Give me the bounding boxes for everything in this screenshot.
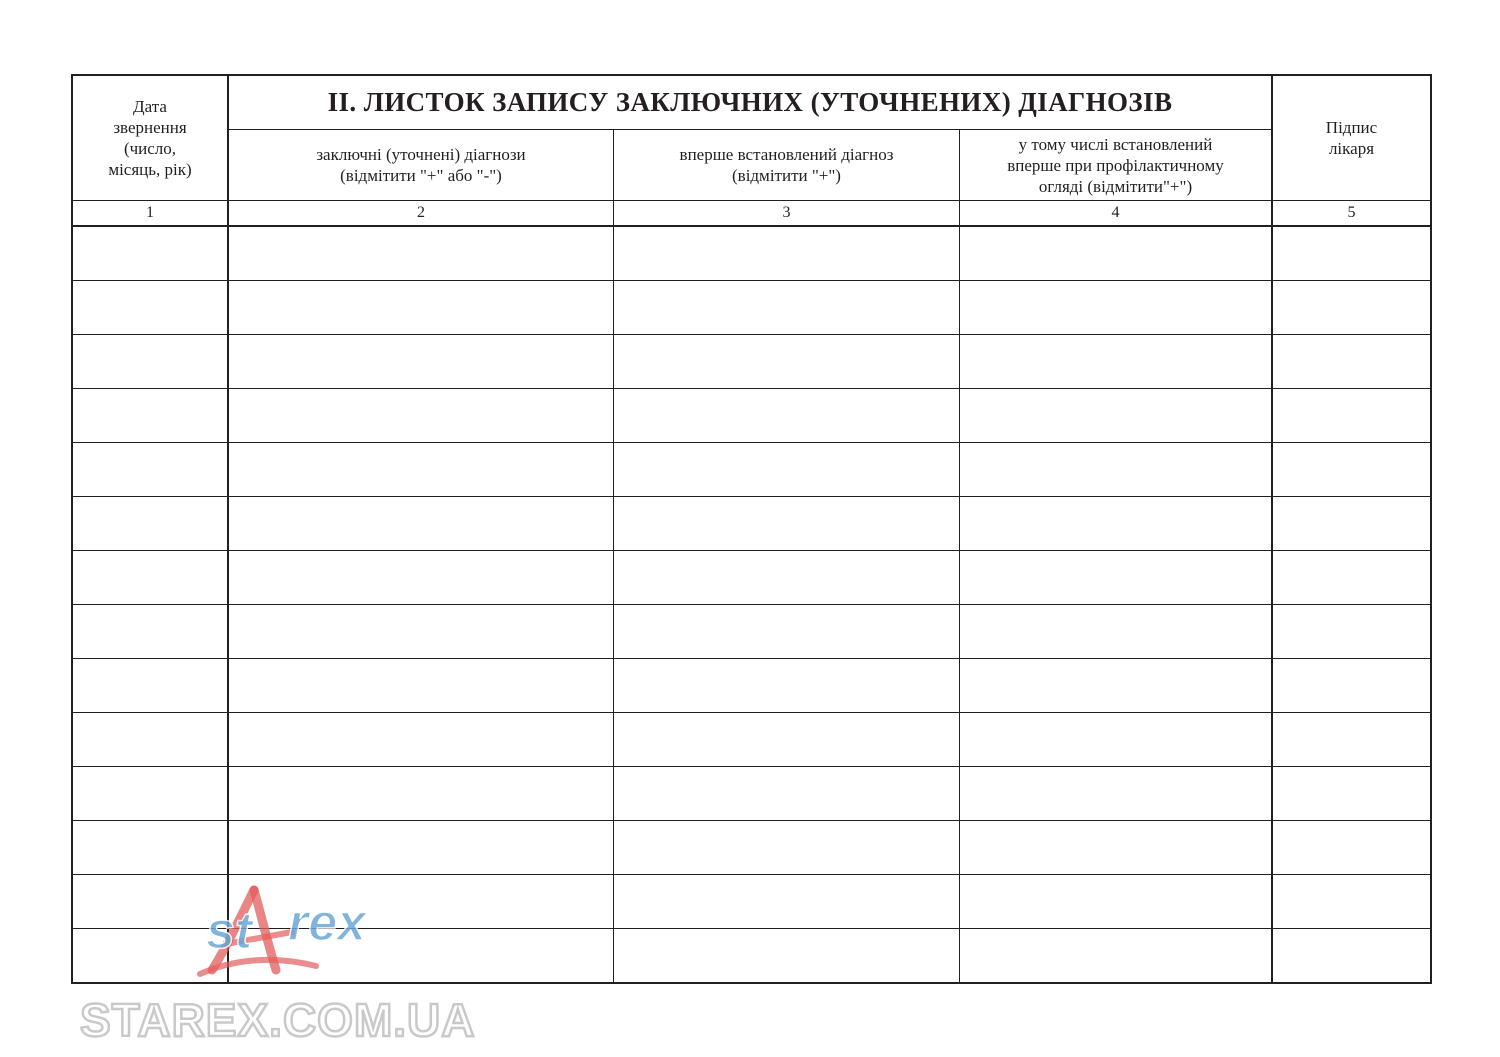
entry-cell[interactable]	[614, 497, 959, 551]
header-doctor-signature: Підпис лікаря	[1325, 118, 1378, 158]
table-row	[73, 335, 1430, 389]
entry-cell[interactable]	[229, 443, 613, 497]
entry-cell[interactable]	[73, 227, 227, 281]
entry-cell[interactable]	[73, 767, 227, 821]
entry-cell[interactable]	[1273, 497, 1430, 551]
entry-cell[interactable]	[614, 713, 959, 767]
entry-cell[interactable]	[73, 443, 227, 497]
column-number: 5	[1347, 204, 1356, 221]
entry-cell[interactable]	[614, 767, 959, 821]
entry-cell[interactable]	[960, 821, 1271, 875]
table-row	[73, 389, 1430, 443]
entry-cell[interactable]	[73, 551, 227, 605]
entry-cell[interactable]	[1273, 443, 1430, 497]
table-row	[73, 821, 1430, 875]
entry-cell[interactable]	[229, 767, 613, 821]
svg-text:st: st	[206, 902, 253, 960]
header-preventive-exam: у тому числі встановлений вперше при профілактичному огляді (відмітити"+")	[1007, 134, 1224, 196]
table-row	[73, 551, 1430, 605]
form-title: II. ЛИСТОК ЗАПИСУ ЗАКЛЮЧНИХ (УТОЧНЕНИХ) ДІАГНОЗІВ	[327, 87, 1173, 117]
entry-cell[interactable]	[960, 929, 1271, 983]
entry-cell[interactable]	[960, 389, 1271, 443]
entry-cell[interactable]	[614, 929, 959, 983]
entry-cell[interactable]	[614, 605, 959, 659]
entry-cell[interactable]	[960, 875, 1271, 929]
header-date: Дата звернення (число, місяць, рік)	[108, 97, 192, 179]
entry-cell[interactable]	[614, 821, 959, 875]
form-body	[73, 227, 1430, 982]
table-row	[73, 713, 1430, 767]
entry-cell[interactable]	[229, 335, 613, 389]
entry-cell[interactable]	[1273, 875, 1430, 929]
entry-cell[interactable]	[229, 821, 613, 875]
entry-cell[interactable]	[229, 605, 613, 659]
entry-cell[interactable]	[614, 227, 959, 281]
entry-cell[interactable]	[614, 551, 959, 605]
entry-cell[interactable]	[73, 497, 227, 551]
entry-cell[interactable]	[229, 713, 613, 767]
entry-cell[interactable]	[73, 821, 227, 875]
entry-cell[interactable]	[1273, 389, 1430, 443]
entry-cell[interactable]	[960, 713, 1271, 767]
entry-cell[interactable]	[960, 335, 1271, 389]
entry-cell[interactable]	[229, 227, 613, 281]
entry-cell[interactable]	[614, 875, 959, 929]
table-row	[73, 767, 1430, 821]
column-number: 2	[417, 204, 425, 221]
entry-cell[interactable]	[614, 659, 959, 713]
entry-cell[interactable]	[229, 659, 613, 713]
entry-cell[interactable]	[1273, 605, 1430, 659]
entry-cell[interactable]	[614, 443, 959, 497]
table-row	[73, 227, 1430, 281]
entry-cell[interactable]	[73, 605, 227, 659]
entry-cell[interactable]	[229, 389, 613, 443]
entry-cell[interactable]	[960, 443, 1271, 497]
entry-cell[interactable]	[1273, 713, 1430, 767]
entry-cell[interactable]	[1273, 227, 1430, 281]
entry-cell[interactable]	[73, 713, 227, 767]
starex-site-watermark: STAREX.COM.UA	[80, 994, 476, 1046]
entry-cell[interactable]	[614, 335, 959, 389]
header-final-diagnoses: заключні (уточнені) діагнози (відмітити "+" або "-")	[316, 145, 526, 185]
entry-cell[interactable]	[960, 551, 1271, 605]
entry-cell[interactable]	[229, 551, 613, 605]
table-row	[73, 497, 1430, 551]
column-number: 1	[146, 204, 154, 221]
diagnosis-record-form	[71, 74, 1432, 984]
entry-cell[interactable]	[1273, 929, 1430, 983]
entry-cell[interactable]	[960, 227, 1271, 281]
entry-cell[interactable]	[73, 389, 227, 443]
entry-cell[interactable]	[614, 389, 959, 443]
entry-cell[interactable]	[960, 767, 1271, 821]
table-row	[73, 443, 1430, 497]
entry-cell[interactable]	[73, 281, 227, 335]
entry-cell[interactable]	[73, 335, 227, 389]
column-number: 3	[782, 204, 791, 221]
entry-cell[interactable]	[960, 605, 1271, 659]
table-row	[73, 605, 1430, 659]
entry-cell[interactable]	[960, 281, 1271, 335]
entry-cell[interactable]	[614, 281, 959, 335]
entry-cell[interactable]	[1273, 767, 1430, 821]
starex-logo	[196, 878, 406, 988]
entry-cell[interactable]	[1273, 551, 1430, 605]
entry-cell[interactable]	[1273, 821, 1430, 875]
entry-cell[interactable]	[960, 659, 1271, 713]
entry-cell[interactable]	[1273, 335, 1430, 389]
table-row	[73, 281, 1430, 335]
entry-cell[interactable]	[1273, 659, 1430, 713]
entry-cell[interactable]	[229, 497, 613, 551]
table-row	[73, 659, 1430, 713]
entry-cell[interactable]	[1273, 281, 1430, 335]
header-first-diagnosis: вперше встановлений діагноз (відмітити "+")	[679, 145, 894, 185]
svg-text:rex: rex	[288, 894, 367, 952]
entry-cell[interactable]	[73, 659, 227, 713]
entry-cell[interactable]	[960, 497, 1271, 551]
column-number: 4	[1111, 204, 1120, 221]
entry-cell[interactable]	[229, 281, 613, 335]
